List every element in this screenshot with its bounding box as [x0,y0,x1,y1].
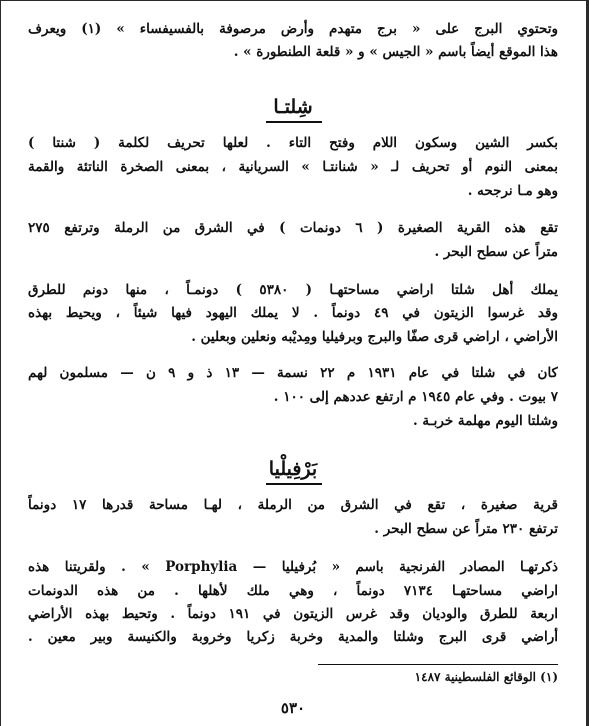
paragraph-line: يملك أهل شلتا اراضي مساحتهـا ( ٥٣٨٠ ) دونمـاً ، منها دونم للطرق [28,282,558,298]
paragraph-line: قرية صغيرة ، تقع في الشرق من الرملة ، لهـا مساحة قدرها ١٧ دونماً [28,497,558,513]
paragraph-line: كان في شلتا في عام ١٩٣١ م ٢٢ نسمة — ١٣ ذ و ٩ ن — مسلمون لهم [28,365,558,381]
frame-left-border [0,0,1,726]
paragraph-line: اربعة للطرق والوديان وقد غرس الزيتون في ١٩١ دونماً . وتحيط بهذه الأراضي [28,606,558,622]
paragraph-line: وشلتا اليوم مهلمة خربـة . [413,413,558,429]
page-number: ٥٣٠ [280,699,306,717]
paragraph-line: ترتفع ٢٣٠ متراً عن سطح البحر . [374,521,558,537]
intro-line: هذا الموقع أيضاً باسم « الجيس » و « قلعة الطنطورة » . [233,44,558,60]
heading-underline [266,483,322,485]
section-heading-barfilya: بَرْفِيلْيا [268,458,318,480]
paragraph-line: اراضي مساحتهـا ٧١٣٤ دونماً ، وهي ملك لأهلها . من هذه الدونمات [28,583,558,599]
frame-top-border [0,0,589,1]
paragraph-line: أراضي قرى البرج وشلتا والمدية وخربة زكريا وخروبة والكنيسة وبير معين . [28,629,558,645]
footnote: (١) الوقائع الفلسطينية ١٤٨٧ [414,670,558,684]
paragraph-line: تقع هذه القرية الصغيرة ( ٦ دونمات ) في الشرق من الرملة وترتفع ٢٧٥ [28,220,558,236]
paragraph-line: ٧ بيوت . وفي عام ١٩٤٥ م ارتفع عددهم إلى ١٠٠ . [273,389,558,405]
paragraph-line: وهو مـا نرجحه . [467,183,558,199]
paragraph-line: ذكرتهـا المصادر الفرنجية باسم « بُرفيليا — Porphylia » . ولقريتنا هذه [28,559,558,575]
heading-underline [266,121,322,123]
paragraph-line: وقد غرسوا الزيتون في ٤٩ دونماً . لا يملك اليهود فيها شيئاً ، ويحيط بهذه [28,305,558,321]
section-heading-shilta: شِلتـا [273,96,313,118]
intro-line: وتحتوي البرج على « برج متهدم وأرض مرصوفة بالفسيفساء » (١) ويعرف [28,21,558,37]
paragraph-line: متراً عن سطح البحر . [434,244,558,260]
paragraph-line: بمعنى النوم أو تحريف لـ « شنانتـا » السريانية ، بمعنى الصخرة الناتئة والقمة [28,159,558,175]
paragraph-line: بكسر الشين وسكون اللام وفتح التاء . لعلها تحريف لكلمة ( شنتا ) [28,135,558,151]
paragraph-line: الأراضي ، اراضي قرى صفّا والبرج وبرفيليا ومِديْبه ونعلين وبعلين . [191,329,558,345]
footnote-rule [318,664,558,665]
